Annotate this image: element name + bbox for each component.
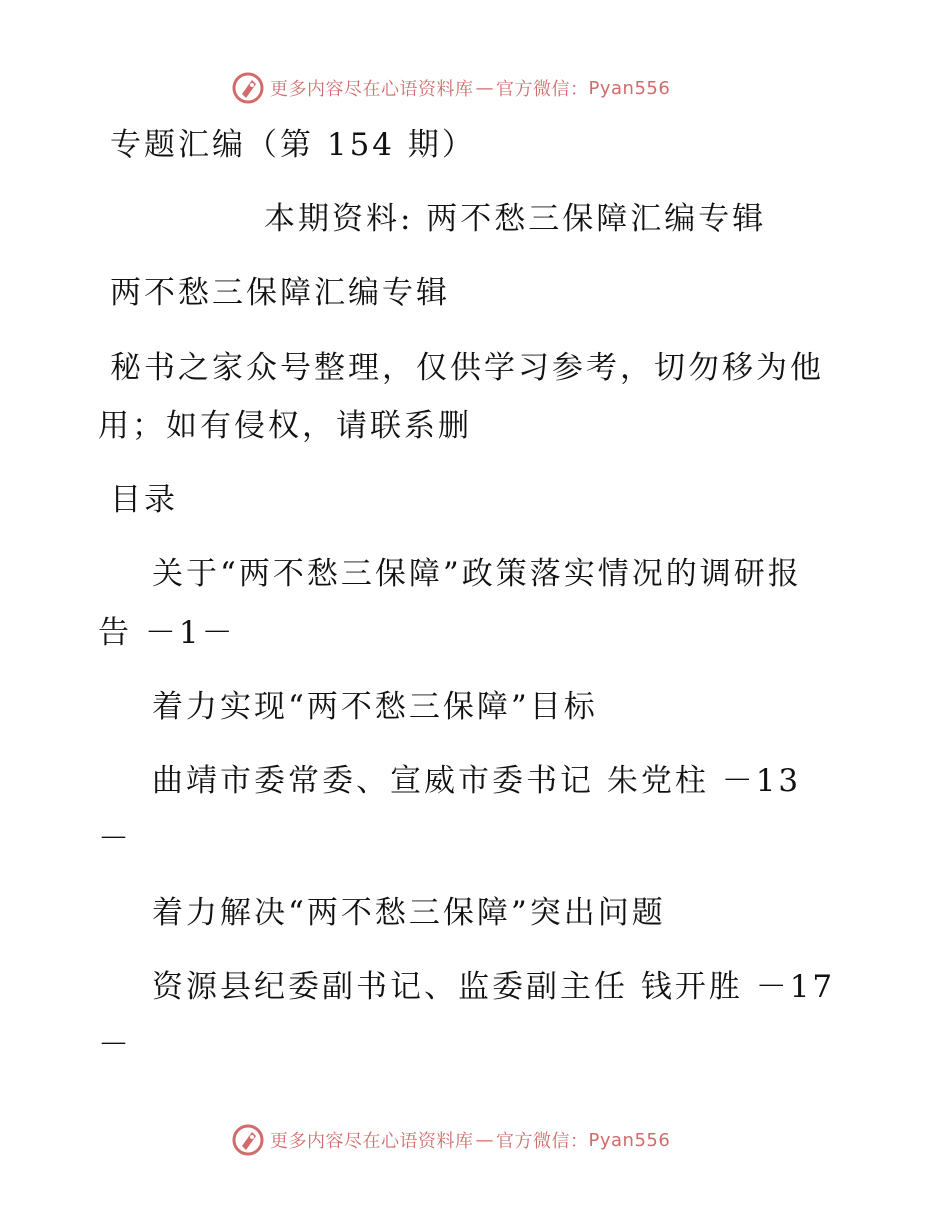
- watermark-header: [232, 72, 670, 104]
- toc-entry-title: 着力解决“两不愁三保障”突出问题: [152, 895, 666, 931]
- watermark-separator: —: [475, 1129, 494, 1151]
- issue-title: 本期资料: 两不愁三保障汇编专辑: [264, 201, 767, 237]
- watermark-id: Pyan556: [588, 1129, 671, 1151]
- toc-entry-author: 曲靖市委常委、宣威市委书记 朱党柱 －13: [152, 763, 802, 799]
- toc-entry-page-tail: －: [98, 1027, 132, 1063]
- toc-entry-title-continued: 告 －1－: [98, 615, 236, 651]
- notice-line-2: 用；如有侵权，请联系删: [98, 408, 472, 444]
- toc-entry-author: 资源县纪委副书记、监委副主任 钱开胜 －17: [152, 969, 836, 1005]
- pen-nib-logo-icon: [232, 1124, 264, 1156]
- watermark-channel: 官方微信：: [496, 1131, 589, 1152]
- watermark-channel: 官方微信：: [496, 79, 589, 100]
- toc-entry-title: 关于“两不愁三保障”政策落实情况的调研报: [152, 556, 802, 592]
- notice-line-1: 秘书之家众号整理，仅供学习参考，切勿移为他: [110, 350, 824, 386]
- collection-title: 两不愁三保障汇编专辑: [110, 275, 450, 311]
- watermark-footer: [232, 1124, 670, 1156]
- watermark-id: Pyan556: [588, 77, 671, 99]
- watermark-text: 更多内容尽在心语资料库: [270, 1131, 474, 1152]
- toc-entry-title: 着力实现“两不愁三保障”目标: [152, 689, 598, 725]
- watermark-separator: —: [475, 77, 494, 99]
- series-title: 专题汇编（第 154 期）: [110, 127, 476, 163]
- toc-heading: 目录: [110, 482, 178, 518]
- watermark-text: 更多内容尽在心语资料库: [270, 79, 474, 100]
- toc-entry-page-tail: －: [98, 821, 132, 857]
- pen-nib-logo-icon: [232, 72, 264, 104]
